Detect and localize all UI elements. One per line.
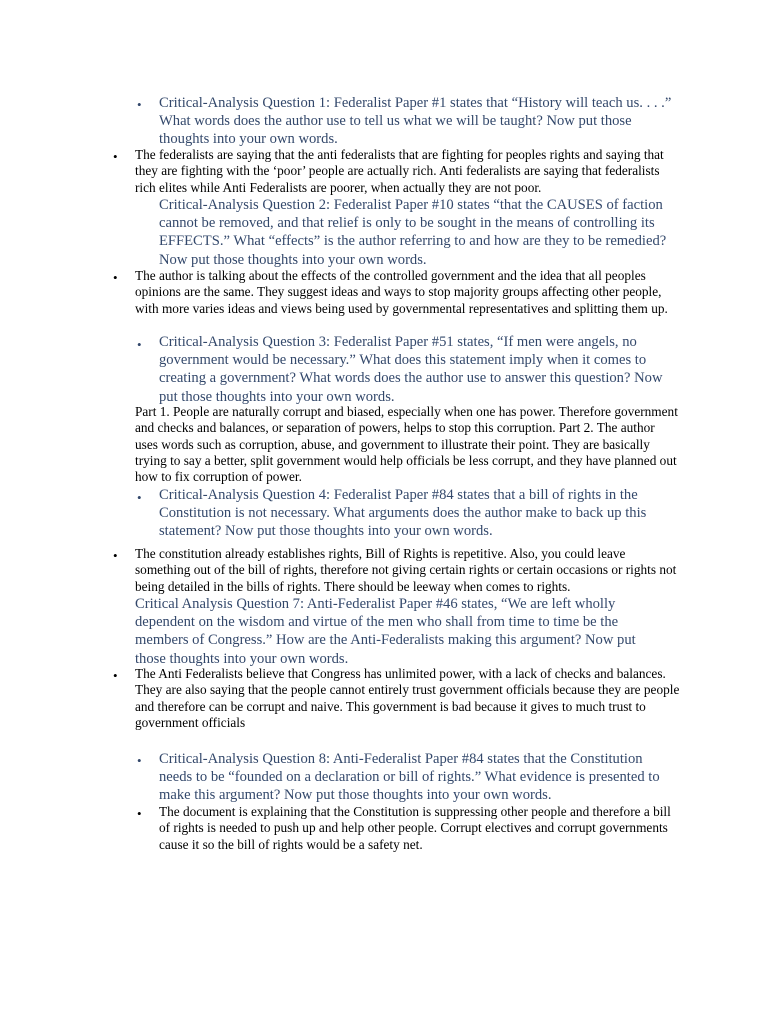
bullet-icon: • (113, 668, 118, 683)
bullet-icon: • (113, 270, 118, 285)
bullet-icon: • (137, 490, 142, 505)
bullet-icon: • (137, 97, 142, 112)
bullet-icon: • (113, 548, 118, 563)
question-8: Critical-Analysis Question 8: Anti-Federalist Paper #84 states that the Constitution needs to be “founded on a declaration or bill of rights.” What evidence is presented to make this argument? Now put those thoughts into your own words. (159, 751, 660, 804)
question-1: Critical-Analysis Question 1: Federalist Paper #1 states that “History will teach us. . . .” What words does the author use to tell us what we will be taught? Now put those thoughts into your own words. (159, 95, 672, 148)
answer-4: The constitution already establishes rights, Bill of Rights is repetitive. Also, you could leave something out of the bill of rights, therefore not giving certain rights or certain occasions or rights not being detailed in the bills of rights. There should be leeway when comes to rights. (135, 546, 677, 594)
question-4: Critical-Analysis Question 4: Federalist Paper #84 states that a bill of rights in the Constitution is not necessary. What arguments does the author make to back up this statement? Now put those thoughts into your own words. (159, 487, 647, 540)
bullet-icon: • (113, 149, 118, 164)
bullet-icon: • (137, 806, 142, 821)
answer-2: The author is talking about the effects of the controlled government and the idea that all peoples opinions are the same. They suggest ideas and ways to stop majority groups affecting other people, with more varies ideas and views being used by governmental representatives and splitting them up. (135, 268, 668, 316)
question-7: Critical Analysis Question 7: Anti-Federalist Paper #46 states, “We are left wholly dependent on the wisdom and virtue of the men who shall from time to time be the members of Congress.” How are the Anti-Federalists making this argument? Now put those thoughts into your own words. (135, 596, 636, 667)
question-2: Critical-Analysis Question 2: Federalist Paper #10 states “that the CAUSES of faction cannot be removed, and that relief is only to be sought in the means of controlling its EFFECTS.” What “effects” is the author referring to and how are they to be remedied? Now put those thoughts into your own words. (159, 197, 667, 268)
answer-1: The federalists are saying that the anti federalists that are fighting for peoples rights and saying that they are fighting with the ‘poor’ people are actually rich. Anti federalists are saying that federalists rich elites while Anti Federalists are poorer, when actually they are not poor. (135, 147, 664, 195)
answer-7: The Anti Federalists believe that Congress has unlimited power, with a lack of checks and balances. They are also saying that the people cannot entirely trust government officials because they are people and therefore can be corrupt and naive. This government is bad because it gives to much trust to government officials (135, 666, 680, 730)
question-3: Critical-Analysis Question 3: Federalist Paper #51 states, “If men were angels, no government would be necessary.” What does this statement imply when it comes to creating a government? What words does the author use to answer this question? Now put those thoughts into your own words. (159, 334, 663, 405)
answer-3: Part 1. People are naturally corrupt and biased, especially when one has power. Therefore government and checks and balances, or separation of powers, helps to stop this corruption. Part 2. The author uses words such as corruption, abuse, and government to illustrate their point. They are basically trying to say a better, split government would help officials be less corrupt, and they have planned out how to fix corruption of power. (135, 404, 678, 485)
answer-8: The document is explaining that the Constitution is suppressing other people and therefore a bill of rights is needed to push up and help other people. Corrupt electives and corrupt governments cause it so the bill of rights would be a safety net. (159, 804, 671, 852)
bullet-icon: • (137, 753, 142, 768)
bullet-icon: • (137, 337, 142, 352)
